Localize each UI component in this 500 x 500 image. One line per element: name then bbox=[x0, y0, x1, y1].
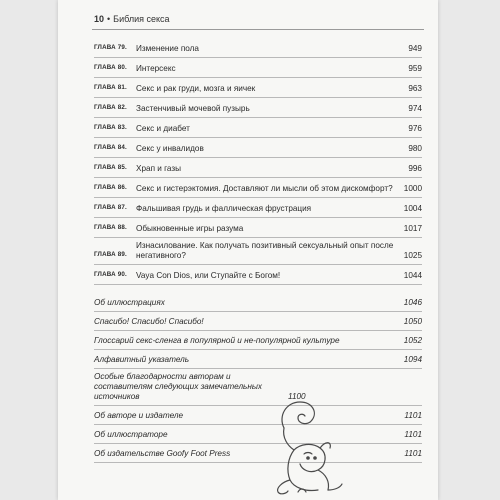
header-separator: • bbox=[107, 14, 111, 24]
chapter-title: Застенчивый мочевой пузырь bbox=[136, 104, 250, 113]
chapter-label: ГЛАВА 83. bbox=[94, 124, 127, 131]
chapter-label: ГЛАВА 87. bbox=[94, 204, 127, 211]
chapter-label: ГЛАВА 88. bbox=[94, 224, 127, 231]
page-ref: 1101 bbox=[404, 449, 422, 458]
appendix-title: Глоссарий секс-сленга в популярной и не-популярной культуре bbox=[94, 336, 340, 345]
toc-row[interactable] bbox=[94, 38, 422, 58]
book-page bbox=[58, 0, 438, 500]
appendix-title: Об иллюстраторе bbox=[94, 430, 168, 439]
header-rule bbox=[92, 29, 424, 30]
toc-row[interactable] bbox=[94, 238, 422, 265]
toc-row-appendix[interactable] bbox=[94, 350, 422, 369]
chapter-title: Интерсекс bbox=[136, 64, 176, 73]
chapter-title: Секс и гистерэктомия. Доставляют ли мысли об этом дискомфорт? bbox=[136, 184, 393, 193]
page-ref: 1101 bbox=[404, 411, 422, 420]
page-ref: 1094 bbox=[403, 355, 422, 364]
page-ref: 1100 bbox=[288, 392, 306, 401]
toc-row[interactable] bbox=[94, 158, 422, 178]
page-ref: 1025 bbox=[403, 251, 422, 260]
section-gap bbox=[94, 285, 422, 293]
chapter-title: Секс и рак груди, мозга и яичек bbox=[136, 84, 256, 93]
page-ref: 963 bbox=[408, 84, 422, 93]
chapter-title: Секс и диабет bbox=[136, 124, 190, 133]
page-ref: 996 bbox=[408, 164, 422, 173]
page-number: 10 bbox=[94, 14, 105, 24]
toc-row[interactable] bbox=[94, 138, 422, 158]
toc-row-appendix[interactable] bbox=[94, 293, 422, 312]
page-ref: 1052 bbox=[403, 336, 422, 345]
toc-row[interactable] bbox=[94, 265, 422, 285]
toc-row[interactable] bbox=[94, 178, 422, 198]
toc-row[interactable] bbox=[94, 198, 422, 218]
page-ref: 1101 bbox=[404, 430, 422, 439]
chapter-label: ГЛАВА 89. bbox=[94, 251, 127, 258]
chapter-title: Храп и газы bbox=[136, 164, 182, 173]
toc-row[interactable] bbox=[94, 58, 422, 78]
appendix-title: Алфавитный указатель bbox=[94, 355, 190, 364]
chapter-title: Изменение пола bbox=[136, 44, 199, 53]
chapter-label: ГЛАВА 79. bbox=[94, 44, 127, 51]
chapter-title: Изнасилование. Как получать позитивный сексуальный опыт после негативного? bbox=[136, 241, 394, 260]
monkey-illustration-icon bbox=[248, 388, 368, 498]
chapter-label: ГЛАВА 81. bbox=[94, 84, 127, 91]
chapter-title: Фальшивая грудь и фаллическая фрустрация bbox=[136, 204, 312, 213]
appendix-title: Спасибо! Спасибо! Спасибо! bbox=[94, 317, 204, 326]
chapter-label: ГЛАВА 85. bbox=[94, 164, 127, 171]
appendix-title: Об издательстве Goofy Foot Press bbox=[94, 449, 231, 458]
appendix-title: Об авторе и издателе bbox=[94, 411, 184, 420]
page-ref: 1046 bbox=[403, 298, 422, 307]
appendix-title: Об иллюстрациях bbox=[94, 298, 165, 307]
toc-row[interactable] bbox=[94, 118, 422, 138]
page-ref: 1017 bbox=[403, 224, 422, 233]
toc-row[interactable] bbox=[94, 218, 422, 238]
running-header bbox=[94, 14, 170, 24]
page-ref: 1050 bbox=[403, 317, 422, 326]
page-ref: 1000 bbox=[403, 184, 422, 193]
page-ref: 980 bbox=[408, 144, 422, 153]
appendix-title: Особые благодарности авторам и составителям следующих замечательных источников bbox=[94, 372, 262, 401]
book-title: Библия секса bbox=[113, 14, 170, 24]
page-ref: 959 bbox=[408, 64, 422, 73]
chapter-label: ГЛАВА 82. bbox=[94, 104, 127, 111]
chapter-title: Vaya Con Dios, или Ступайте с Богом! bbox=[136, 271, 281, 280]
page-ref: 974 bbox=[408, 104, 422, 113]
toc-row-appendix[interactable] bbox=[94, 312, 422, 331]
chapter-label: ГЛАВА 86. bbox=[94, 184, 127, 191]
toc-row-appendix[interactable] bbox=[94, 331, 422, 350]
page-ref: 949 bbox=[408, 44, 422, 53]
page-ref: 1004 bbox=[403, 204, 422, 213]
page-ref: 1044 bbox=[403, 271, 422, 280]
chapter-title: Секс у инвалидов bbox=[136, 144, 204, 153]
chapter-label: ГЛАВА 90. bbox=[94, 271, 127, 278]
chapter-label: ГЛАВА 80. bbox=[94, 64, 127, 71]
toc-row[interactable] bbox=[94, 78, 422, 98]
toc-row[interactable] bbox=[94, 98, 422, 118]
chapter-title: Обыкновенные игры разума bbox=[136, 224, 244, 233]
chapter-label: ГЛАВА 84. bbox=[94, 144, 127, 151]
page-ref: 976 bbox=[408, 124, 422, 133]
